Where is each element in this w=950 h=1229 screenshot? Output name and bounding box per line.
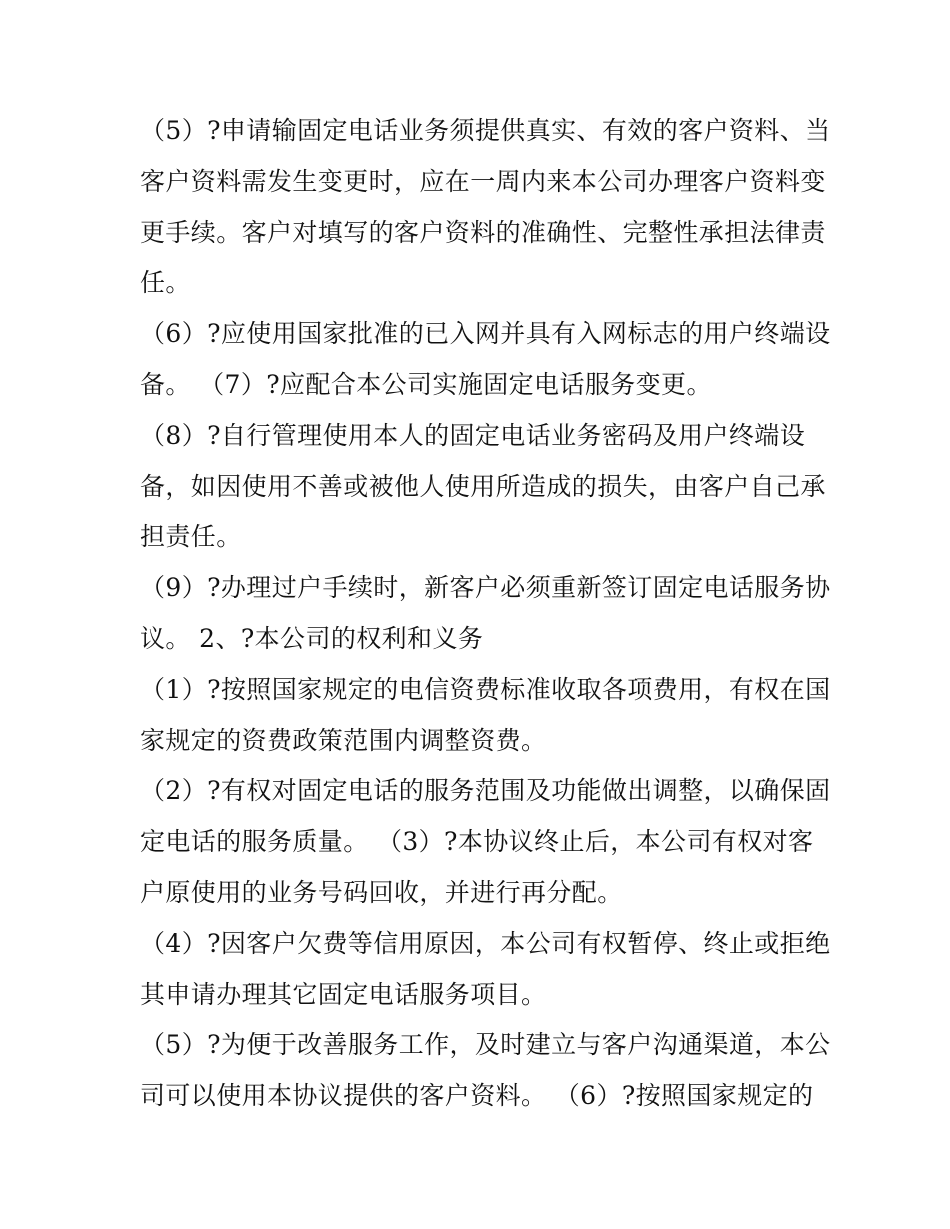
- text-line: （8）?自行管理使用本人的固定电话业务密码及用户终端设: [140, 420, 806, 450]
- text-line: 备。 （7）?应配合本公司实施固定电话服务变更。: [140, 369, 712, 399]
- text-line: 备，如因使用不善或被他人使用所造成的损失，由客户自己承: [140, 471, 826, 501]
- text-line: 更手续。客户对填写的客户资料的准确性、完整性承担法律责: [140, 217, 826, 247]
- text-line: 议。 2、?本公司的权利和义务: [140, 623, 484, 653]
- document-body: [140, 106, 830, 1122]
- text-line: （9）?办理过户手续时，新客户必须重新签订固定电话服务协: [140, 573, 831, 603]
- text-line: （4）?因客户欠费等信用原因，本公司有权暂停、终止或拒绝: [140, 928, 831, 958]
- text-line: 定电话的服务质量。 （3）?本协议终止后，本公司有权对客: [140, 827, 814, 857]
- text-line: 司可以使用本协议提供的客户资料。 （6）?按照国家规定的: [140, 1081, 814, 1111]
- text-line: （5）?为便于改善服务工作，及时建立与客户沟通渠道，本公: [140, 1030, 831, 1060]
- text-line: 任。: [140, 268, 191, 298]
- text-line: 客户资料需发生变更时，应在一周内来本公司办理客户资料变: [140, 166, 826, 196]
- text-line: 家规定的资费政策范围内调整资费。: [140, 725, 547, 755]
- text-line: （1）?按照国家规定的电信资费标准收取各项费用，有权在国: [140, 674, 831, 704]
- text-line: 户原使用的业务号码回收，并进行再分配。: [140, 877, 623, 907]
- text-line: （6）?应使用国家批准的已入网并具有入网标志的用户终端设: [140, 319, 831, 349]
- text-line: 担责任。: [140, 522, 242, 552]
- text-line: （5）?申请输固定电话业务须提供真实、有效的客户资料、当: [140, 116, 831, 145]
- text-line: （2）?有权对固定电话的服务范围及功能做出调整，以确保固: [140, 776, 831, 806]
- text-line: 其申请办理其它固定电话服务项目。: [140, 979, 547, 1009]
